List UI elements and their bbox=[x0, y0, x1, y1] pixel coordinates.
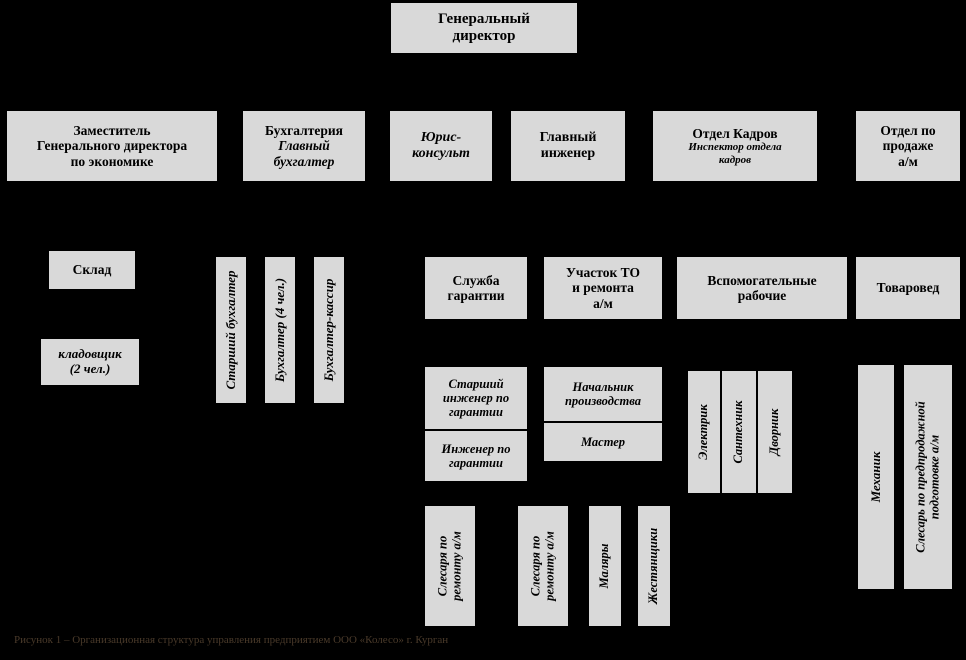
node-janitor-label: Дворник bbox=[767, 408, 782, 456]
node-sales bbox=[855, 110, 961, 182]
node-merchandiser-line-1: Товаровед bbox=[876, 280, 940, 296]
node-warranty-service-line-2: гарантии bbox=[447, 288, 505, 303]
node-accountant-4 bbox=[264, 256, 296, 404]
node-storekeeper bbox=[40, 338, 140, 386]
node-presale-locksmith-label bbox=[914, 401, 942, 552]
node-legal-line-2: консульт bbox=[412, 146, 470, 161]
node-mechanic-label: Механик bbox=[867, 451, 883, 503]
node-merchandiser bbox=[855, 256, 961, 320]
node-accounting-line-1: Бухгалтерия bbox=[265, 123, 343, 139]
node-support-workers-line-1: Вспомогательные bbox=[707, 272, 817, 288]
node-maintenance-area-line-1: Участок ТО bbox=[566, 265, 640, 281]
node-car-repair-locksmiths-2-line-2: ремонту а/м bbox=[542, 531, 556, 601]
node-senior-warranty-engineer-line-1: Старший bbox=[448, 377, 504, 391]
node-accountant-4-label: Бухгалтер (4 чел.) bbox=[271, 277, 287, 383]
node-chief-engineer-line-2: инженер bbox=[540, 146, 596, 161]
node-legal bbox=[389, 110, 493, 182]
node-car-repair-locksmiths-1-line-2: ремонту а/м bbox=[449, 531, 463, 601]
node-senior-accountant-label: Старший бухгалтер bbox=[222, 270, 238, 390]
node-car-repair-locksmiths-1-label bbox=[436, 531, 464, 601]
node-accounting-line-3: бухгалтер bbox=[273, 153, 335, 169]
node-plumber bbox=[721, 370, 757, 494]
node-legal-line-1: Юрис- bbox=[420, 130, 462, 146]
node-production-chief bbox=[543, 366, 663, 422]
node-production-chief-line-1: Начальник bbox=[572, 380, 634, 394]
node-storekeeper-line-1: кладовщик bbox=[58, 346, 122, 362]
node-warehouse-line-1: Склад bbox=[72, 262, 112, 278]
node-warranty-engineer-line-2: гарантии bbox=[449, 456, 503, 470]
node-cashier-accountant bbox=[313, 256, 345, 404]
node-chief-engineer bbox=[510, 110, 626, 182]
node-chief-engineer-line-1: Главный bbox=[539, 130, 597, 146]
node-tinsmiths bbox=[637, 505, 671, 627]
node-ceo bbox=[390, 2, 578, 54]
diagram-caption: Рисунок 1 – Организационная структура управления предприятием ООО «Колесо» г. Курган bbox=[14, 634, 449, 646]
node-electrician bbox=[687, 370, 721, 494]
node-warranty-engineer bbox=[424, 430, 528, 482]
node-ceo-line-2: директор bbox=[452, 28, 516, 44]
node-maintenance-area-line-3: а/м bbox=[593, 295, 613, 311]
node-warehouse bbox=[48, 250, 136, 290]
node-senior-warranty-engineer-line-2: инженер по bbox=[442, 391, 510, 405]
node-senior-accountant bbox=[215, 256, 247, 404]
node-senior-warranty-engineer-line-3: гарантии bbox=[449, 405, 503, 419]
node-presale-locksmith bbox=[903, 364, 953, 590]
node-warranty-service-line-1: Служба bbox=[452, 272, 500, 288]
node-support-workers-line-2: рабочие bbox=[737, 288, 787, 303]
node-car-repair-locksmiths-1 bbox=[424, 505, 476, 627]
node-ceo-line-1: Генеральный bbox=[438, 11, 530, 28]
node-hr-line-2: Инспектор отдела bbox=[688, 141, 782, 154]
node-production-chief-line-2: производства bbox=[564, 394, 641, 408]
node-hr-line-3: кадров bbox=[718, 153, 752, 166]
node-maintenance-area bbox=[543, 256, 663, 320]
node-master bbox=[543, 422, 663, 462]
node-sales-line-1: Отдел по bbox=[880, 123, 936, 139]
node-deputy-economy bbox=[6, 110, 218, 182]
node-support-workers bbox=[676, 256, 848, 320]
node-sales-line-3: а/м bbox=[898, 153, 918, 169]
node-electrician-label: Электрик bbox=[696, 404, 711, 460]
node-car-repair-locksmiths-2-label bbox=[529, 531, 557, 601]
node-warranty-service bbox=[424, 256, 528, 320]
node-hr bbox=[652, 110, 818, 182]
node-car-repair-locksmiths-2 bbox=[517, 505, 569, 627]
node-storekeeper-line-2: (2 чел.) bbox=[69, 361, 111, 376]
node-car-repair-locksmiths-2-line-1: Слесаря по bbox=[528, 535, 543, 597]
node-accounting-line-2: Главный bbox=[278, 138, 330, 154]
node-tinsmiths-label: Жестянщики bbox=[646, 527, 661, 605]
node-deputy-economy-line-3: по экономике bbox=[70, 153, 154, 169]
node-warranty-engineer-line-1: Инженер по bbox=[441, 442, 511, 456]
node-mechanic bbox=[857, 364, 895, 590]
node-presale-locksmith-line-2: подготовке а/м bbox=[927, 434, 941, 520]
node-painters-label: Маляры bbox=[597, 543, 612, 589]
node-master-line-1: Мастер bbox=[580, 435, 626, 449]
node-cashier-accountant-label: Бухгалтер-кассир bbox=[320, 278, 336, 382]
node-maintenance-area-line-2: и ремонта bbox=[572, 280, 634, 296]
node-presale-locksmith-line-1: Слесарь по предпродажной bbox=[913, 401, 928, 553]
node-car-repair-locksmiths-1-line-1: Слесаря по bbox=[435, 535, 450, 597]
node-hr-line-1: Отдел Кадров bbox=[692, 126, 778, 142]
node-janitor bbox=[757, 370, 793, 494]
node-painters bbox=[588, 505, 622, 627]
node-sales-line-2: продаже bbox=[882, 138, 934, 154]
node-accounting bbox=[242, 110, 366, 182]
node-senior-warranty-engineer bbox=[424, 366, 528, 430]
node-deputy-economy-line-1: Заместитель bbox=[73, 123, 151, 139]
node-deputy-economy-line-2: Генерального директора bbox=[36, 138, 188, 154]
node-plumber-label: Сантехник bbox=[731, 400, 746, 464]
